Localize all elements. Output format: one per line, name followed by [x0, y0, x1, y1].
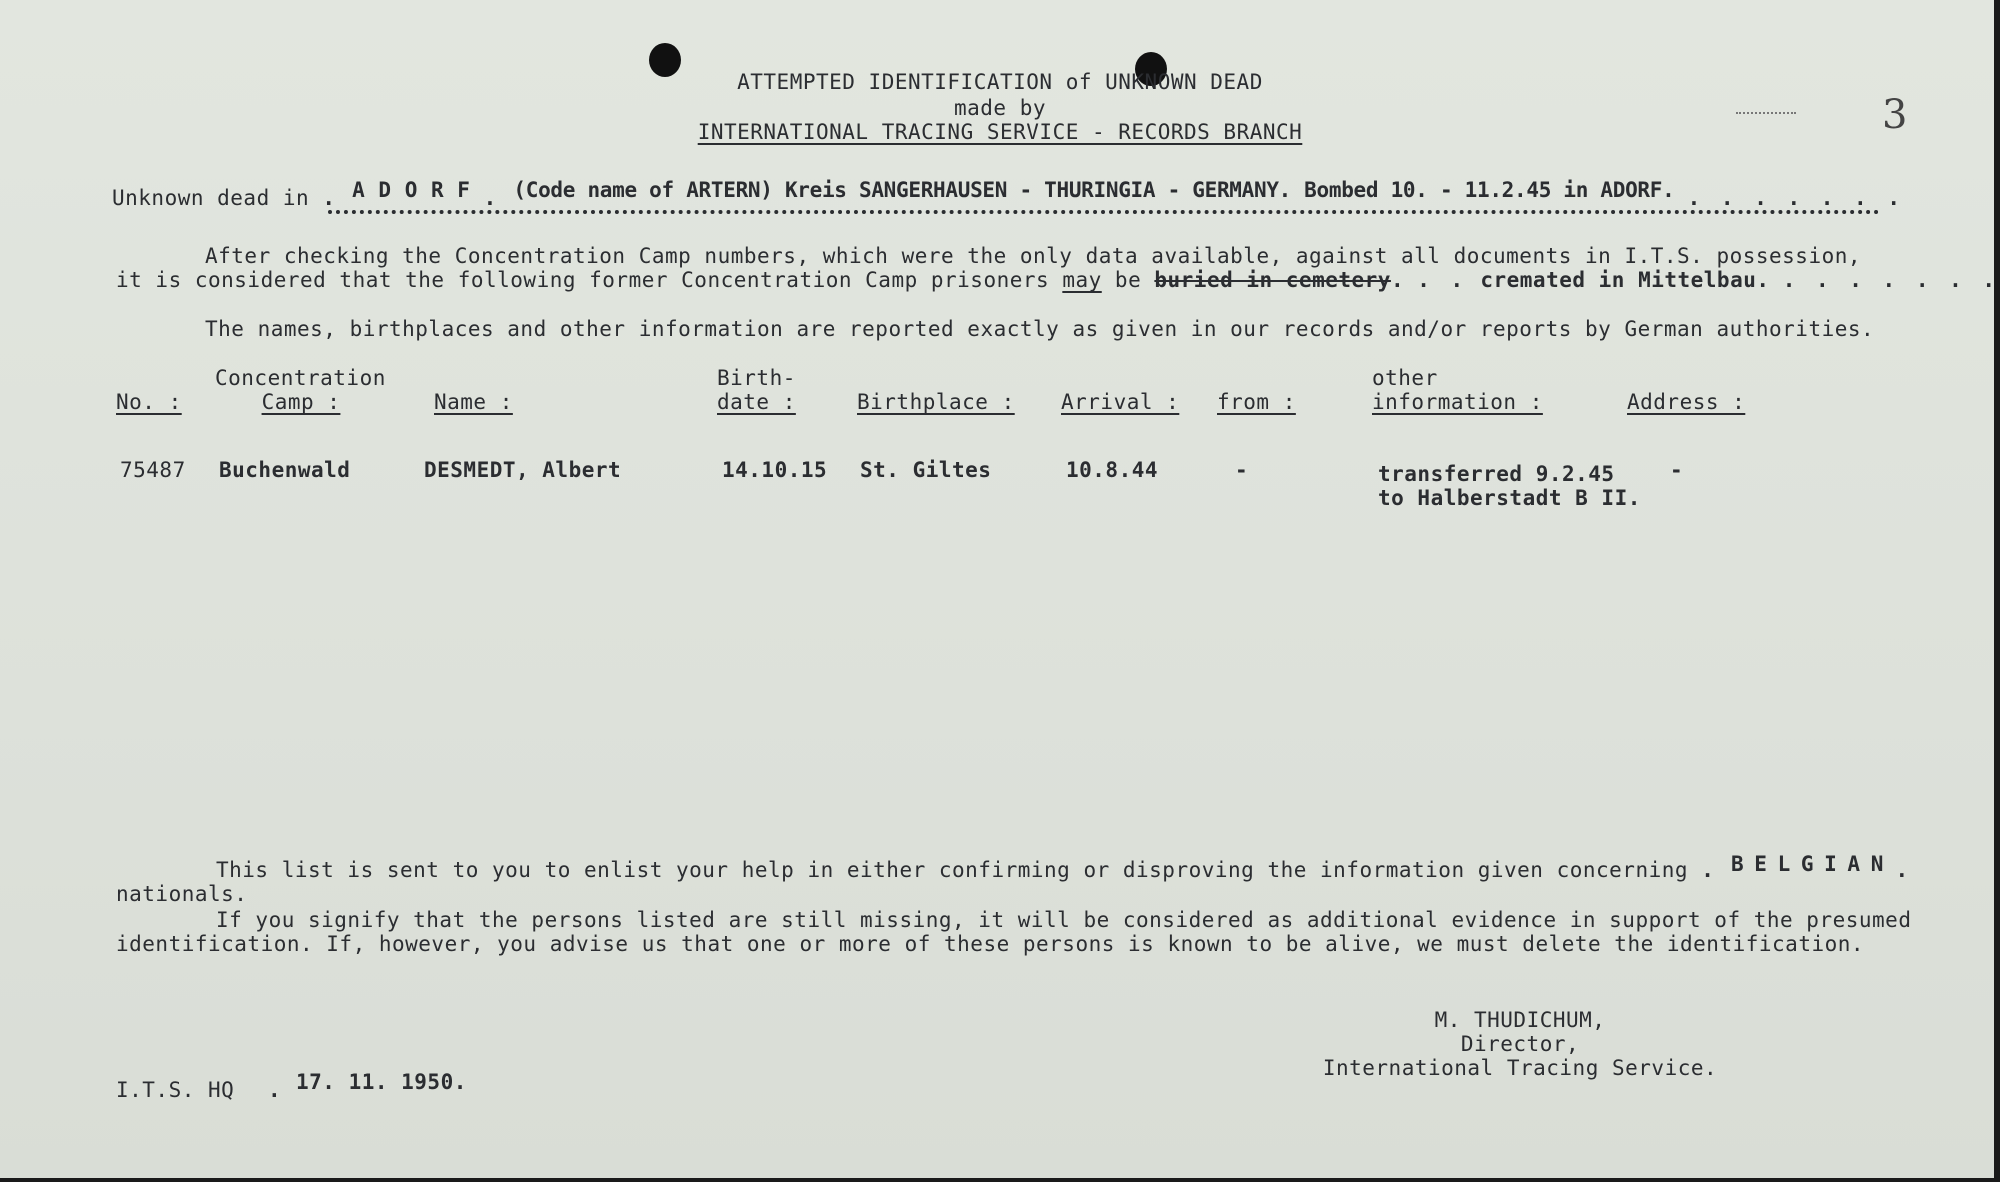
closing-para-2-line-2: identification. If, however, you advise us that one or more of these persons is known to be alive, we must delete the identification. — [116, 932, 1865, 956]
cell-address: - — [1670, 458, 1684, 482]
intro-line-2-start: it is considered that the following former Concentration Camp prisoners — [116, 268, 1050, 292]
cell-name: DESMEDT, Albert — [424, 458, 622, 482]
footer-date-prefix-dot: . — [268, 1078, 285, 1102]
intro-line-2: it is considered that the following former Concentration Camp prisoners may be buried in cemetery. . . cremated in Mittelbau. . . . . . . . — [116, 268, 2000, 292]
cell-birthplace: St. Giltes — [860, 458, 992, 482]
header-no: No. : — [116, 390, 182, 414]
intro-line-2-end: cremated in Mittelbau — [1480, 268, 1757, 292]
cell-birthdate: 14.10.15 — [722, 458, 828, 482]
intro-be: be — [1114, 268, 1142, 292]
title-line-1: ATTEMPTED IDENTIFICATION of UNKNOWN DEAD — [737, 70, 1263, 94]
header-camp-top: Concentration — [215, 366, 386, 390]
header-other-top: other — [1372, 366, 1438, 390]
header-birthdate-top: Birth- — [717, 366, 796, 390]
location-dotted-rule — [328, 210, 1880, 214]
header-other-bottom: information : — [1372, 390, 1543, 414]
margin-marks — [1736, 112, 1796, 114]
table-row — [0, 458, 2000, 518]
cell-camp: Buchenwald — [219, 458, 351, 482]
intro-line-1: After checking the Concentration Camp numbers, which were the only data available, against all documents in I.T.S. possession, — [205, 244, 1862, 268]
punch-hole-left — [649, 43, 681, 77]
header-arrival: Arrival : — [1061, 390, 1180, 414]
closing-para-1-line-2: nationals. — [116, 882, 248, 906]
closing-para-1-line-1: This list is sent to you to enlist your help in either confirming or disproving the information given concerning . B E L G I A N . — [216, 852, 1913, 882]
title-line-2: made by — [953, 96, 1046, 120]
location-details: (Code name of ARTERN) Kreis SANGERHAUSEN - THURINGIA - GERMANY. — [513, 178, 1292, 202]
title-line-3: INTERNATIONAL TRACING SERVICE - RECORDS BRANCH — [697, 120, 1303, 144]
intro-struck-text: buried in cemetery — [1154, 268, 1391, 292]
signature-org: International Tracing Service. — [1322, 1056, 1718, 1080]
intro-line-3: The names, birthplaces and other information are reported exactly as given in our records and/or reports by German authorities. — [205, 317, 1875, 341]
location-prefix: Unknown dead in — [112, 186, 310, 210]
signature-title: Director, — [1460, 1032, 1580, 1056]
cell-no: 75487 — [120, 458, 186, 482]
location-line: Unknown dead in . A D O R F . (Code name of ARTERN) Kreis SANGERHAUSEN - THURINGIA - GERMANY. Bombed 10. - 11.2.45 in ADORF. . . . . . . . — [112, 178, 1904, 210]
footer-hq: I.T.S. HQ — [116, 1078, 235, 1102]
cell-other-line-2: to Halberstadt B II. — [1378, 486, 1641, 510]
page-number: 3 — [1882, 92, 1908, 138]
closing-para-2-line-1: If you signify that the persons listed are still missing, it will be considered as additional evidence in support of the presumed — [216, 908, 1912, 932]
header-camp-bottom: Camp : — [261, 390, 341, 414]
nationality: B E L G I A N — [1731, 852, 1883, 876]
header-address: Address : — [1627, 390, 1746, 414]
cell-arrival: 10.8.44 — [1066, 458, 1159, 482]
header-birthdate-bottom: date : — [717, 390, 796, 414]
signature-name: M. THUDICHUM, — [1434, 1008, 1606, 1032]
footer-date: 17. 11. 1950. — [296, 1070, 467, 1094]
header-name: Name : — [434, 390, 513, 414]
header-birthplace: Birthplace : — [857, 390, 1015, 414]
cell-from: - — [1235, 458, 1249, 482]
intro-may: may — [1062, 268, 1102, 292]
location-place: A D O R F — [352, 178, 471, 202]
header-from: from : — [1217, 390, 1296, 414]
location-bombed: Bombed 10. - 11.2.45 in ADORF. — [1304, 178, 1675, 202]
cell-other-line-1: transferred 9.2.45 — [1378, 462, 1615, 486]
